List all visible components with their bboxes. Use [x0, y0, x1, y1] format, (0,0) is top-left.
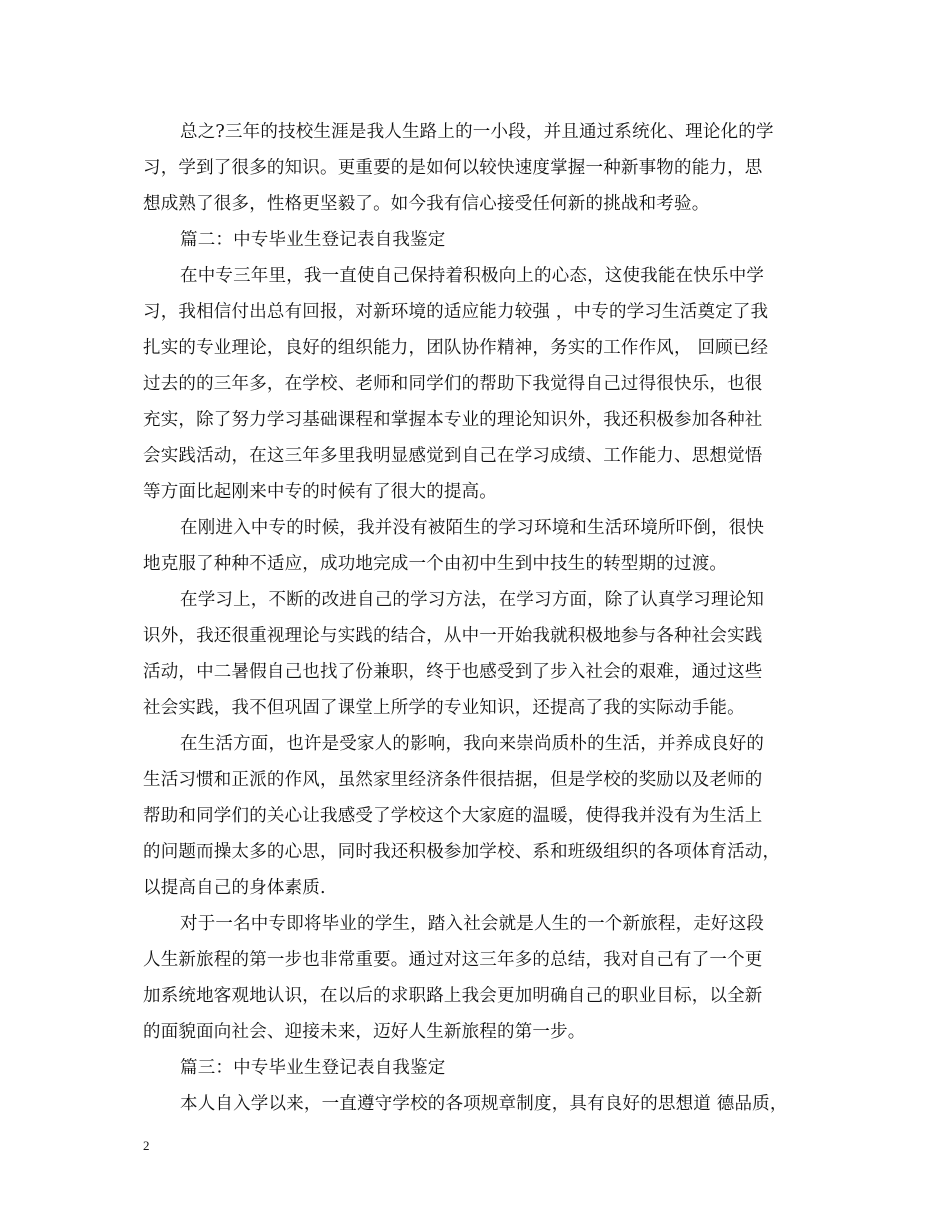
- paragraph-line: 地克服了种种不适应，成功地完成一个由初中生到中技生的转型期的过渡。: [143, 554, 728, 574]
- document-body: [143, 114, 811, 1122]
- paragraph-line: 习，学到了很多的知识。更重要的是如何以较快速度掌握一种新事物的能力，思: [143, 158, 763, 178]
- paragraph-line: 在学习上，不断的改进自己的学习方法，在学习方面，除了认真学习理论知: [180, 590, 765, 610]
- paragraph-line: 生活习惯和正派的作风，虽然家里经济条件很拮据，但是学校的奖励以及老师的: [143, 770, 763, 790]
- paragraph-line: 活动，中二暑假自己也找了份兼职，终于也感受到了步入社会的艰难，通过这些: [143, 662, 763, 682]
- paragraph-line: 想成熟了很多，性格更坚毅了。如今我有信心接受任何新的挑战和考验。: [143, 194, 710, 214]
- paragraph-line: 在刚进入中专的时候，我并没有被陌生的学习环境和生活环境所吓倒，很快: [180, 518, 765, 538]
- paragraph-line: 在中专三年里，我一直使自己保持着积极向上的心态，这使我能在快乐中学: [180, 266, 765, 286]
- paragraph-line: 识外，我还很重视理论与实践的结合，从中一开始我就积极地参与各种社会实践: [143, 626, 763, 646]
- paragraph-line: 帮助和同学们的关心让我感受了学校这个大家庭的温暖，使得我并没有为生活上: [143, 806, 763, 826]
- paragraph-line: 等方面比起刚来中专的时候有了很大的提高。: [143, 482, 497, 502]
- paragraph-line: 社会实践，我不但巩固了课堂上所学的专业知识，还提高了我的实际动手能。: [143, 698, 745, 718]
- paragraph-line: 的面貌面向社会、迎接未来，迈好人生新旅程的第一步。: [143, 1022, 586, 1042]
- paragraph-line: 的问题而操太多的心思，同时我还积极参加学校、系和班级组织的各项体育活动，: [143, 842, 781, 862]
- paragraph-line: 本人自入学以来，一直遵守学校的各项规章制度，具有良好的思想道 德品质，: [180, 1094, 788, 1114]
- paragraph-line: 扎实的专业理论，良好的组织能力，团队协作精神，务实的工作作风， 回顾已经: [143, 338, 769, 358]
- section-heading: 篇二：中专毕业生登记表自我鉴定: [180, 230, 446, 250]
- paragraph-line: 过去的的三年多，在学校、老师和同学们的帮助下我觉得自己过得很快乐，也很: [143, 374, 763, 394]
- paragraph-line: 对于一名中专即将毕业的学生，踏入社会就是人生的一个新旅程，走好这段: [180, 914, 765, 934]
- section-heading: 篇三：中专毕业生登记表自我鉴定: [180, 1058, 446, 1078]
- paragraph-line: 在生活方面，也许是受家人的影响，我向来崇尚质朴的生活，并养成良好的: [180, 734, 765, 754]
- paragraph-line: 习，我相信付出总有回报，对新环境的适应能力较强 ，中专的学习生活奠定了我: [143, 302, 769, 322]
- paragraph-line: 会实践活动，在这三年多里我明显感觉到自己在学习成绩、工作能力、思想觉悟: [143, 446, 763, 466]
- paragraph-line: 以提高自己的身体素质.: [143, 878, 326, 898]
- page-number: 2: [143, 1138, 150, 1153]
- paragraph-line: 总之?三年的技校生涯是我人生路上的一小段，并且通过系统化、理论化的学: [180, 122, 774, 142]
- paragraph-line: 充实，除了努力学习基础课程和掌握本专业的理论知识外，我还积极参加各种社: [143, 410, 763, 430]
- paragraph-line: 人生新旅程的第一步也非常重要。通过对这三年多的总结，我对自己有了一个更: [143, 950, 763, 970]
- paragraph-line: 加系统地客观地认识，在以后的求职路上我会更加明确自己的职业目标，以全新: [143, 986, 763, 1006]
